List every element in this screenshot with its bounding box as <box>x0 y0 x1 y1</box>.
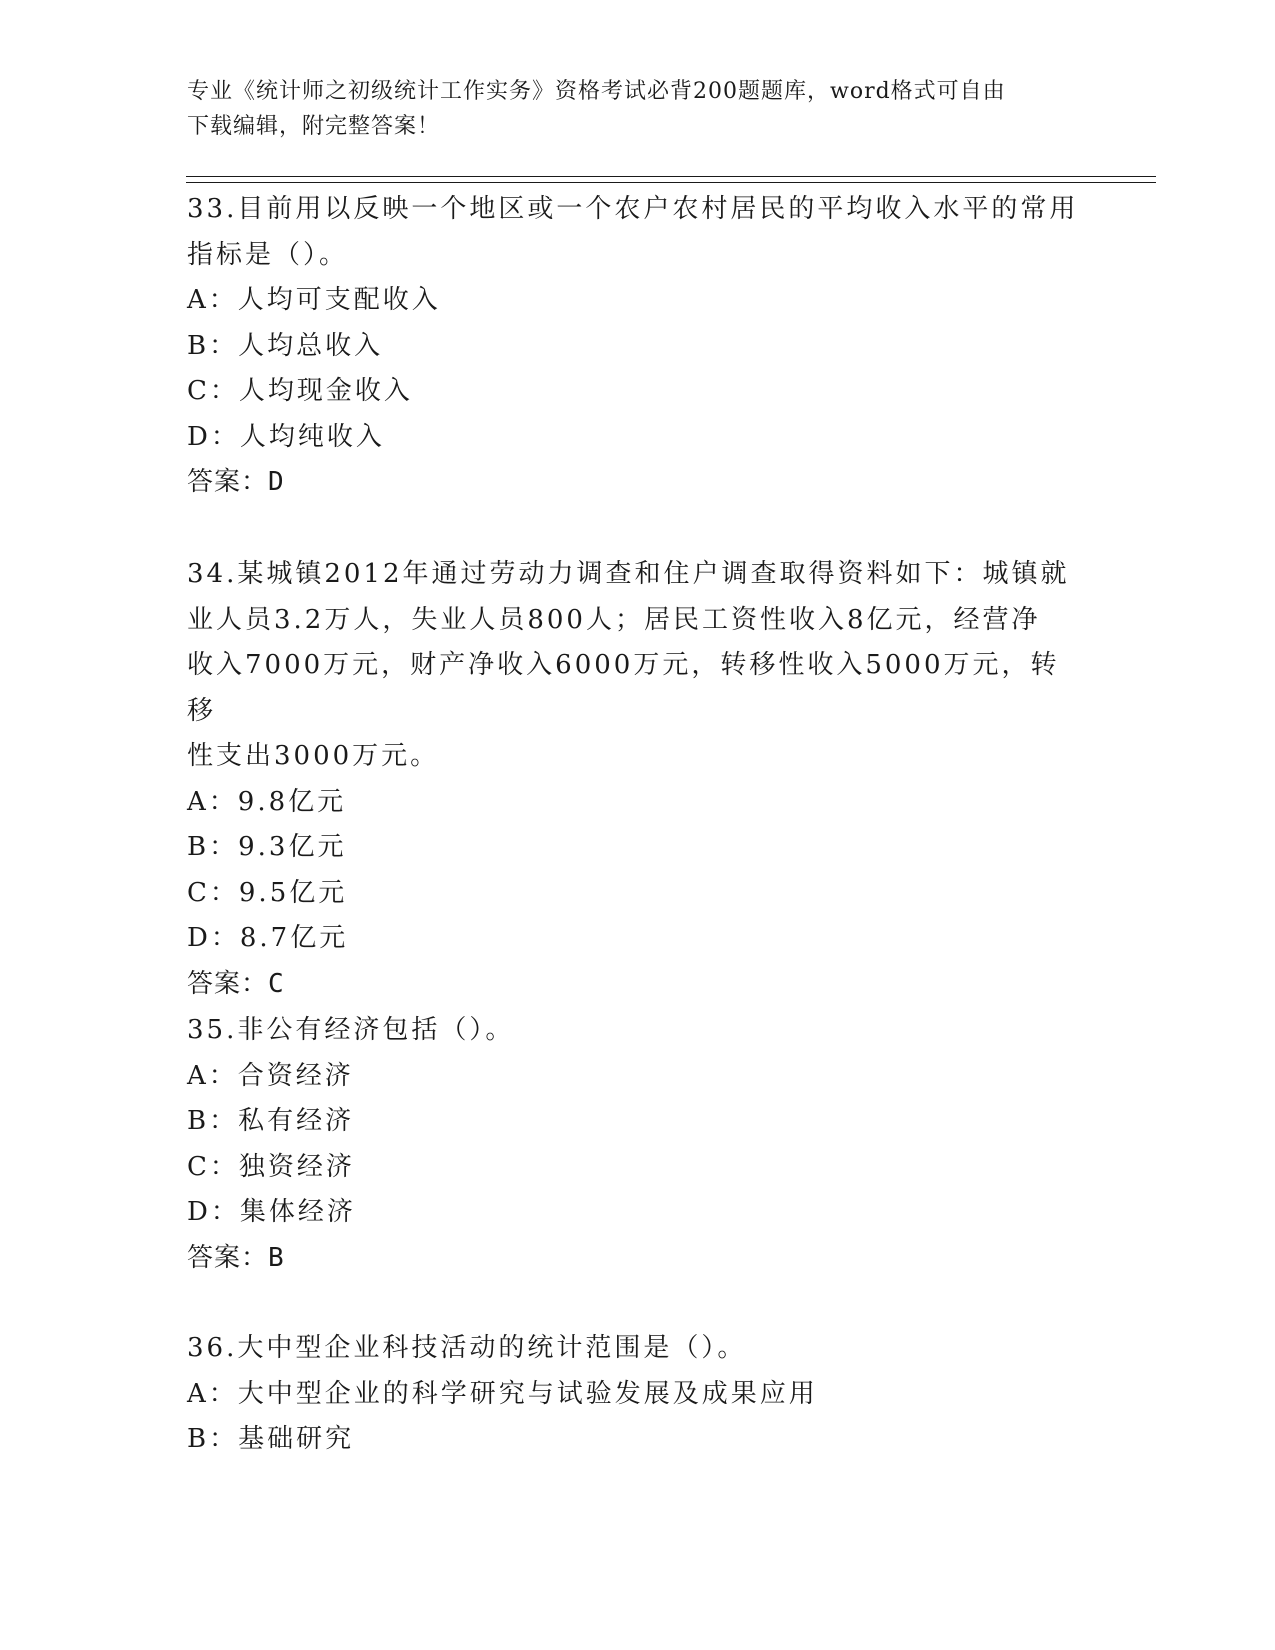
option-a: A：9.8亿元 <box>187 786 347 817</box>
question-stem-line: 收入7000万元，财产净收入6000万元，转移性收入5000万元，转移 <box>187 650 1060 726</box>
answer-line: 答案：C <box>187 968 285 999</box>
question-stem-line: 33.目前用以反映一个地区或一个农户农村居民的平均收入水平的常用 <box>187 194 1079 224</box>
option-c: C：9.5亿元 <box>187 877 348 908</box>
answer-line: 答案：B <box>187 1242 285 1273</box>
question-stem-line: 35.非公有经济包括（）。 <box>187 1015 515 1045</box>
option-a: A：大中型企业的科学研究与试验发展及成果应用 <box>187 1378 818 1409</box>
question-stem-line: 34.某城镇2012年通过劳动力调查和住户调查取得资料如下：城镇就 <box>187 559 1070 589</box>
option-b: B：人均总收入 <box>187 330 384 361</box>
option-b: B：私有经济 <box>187 1106 355 1136</box>
question-35 <box>187 1008 1087 1281</box>
option-b: B：9.3亿元 <box>187 832 347 862</box>
question-stem-line: 指标是（）。 <box>187 239 349 270</box>
option-a: A：合资经济 <box>187 1060 354 1091</box>
option-d: D：集体经济 <box>187 1197 356 1227</box>
option-d: D：人均纯收入 <box>187 421 385 452</box>
question-36 <box>187 1326 1087 1463</box>
question-stem-line: 性支出3000万元。 <box>187 741 440 771</box>
question-stem-line: 业人员3.2万人，失业人员800人；居民工资性收入8亿元，经营净 <box>187 604 1041 635</box>
header-line-1: 专业《统计师之初级统计工作实务》资格考试必背200题题库，word格式可自由 <box>187 79 1006 104</box>
option-c: C：独资经济 <box>187 1151 355 1182</box>
header-divider-bottom <box>186 182 1156 183</box>
question-33 <box>187 187 1087 506</box>
question-34 <box>187 552 1087 1007</box>
option-a: A：人均可支配收入 <box>187 285 441 315</box>
header-line-2: 下载编辑，附完整答案！ <box>187 114 441 139</box>
document-header <box>187 74 1067 144</box>
answer-line: 答案：D <box>187 467 285 497</box>
question-stem-line: 36.大中型企业科技活动的统计范围是（）。 <box>187 1333 747 1363</box>
option-c: C：人均现金收入 <box>187 376 413 406</box>
header-divider-top <box>186 176 1156 177</box>
option-d: D：8.7亿元 <box>187 923 349 953</box>
option-b: B：基础研究 <box>187 1424 355 1454</box>
